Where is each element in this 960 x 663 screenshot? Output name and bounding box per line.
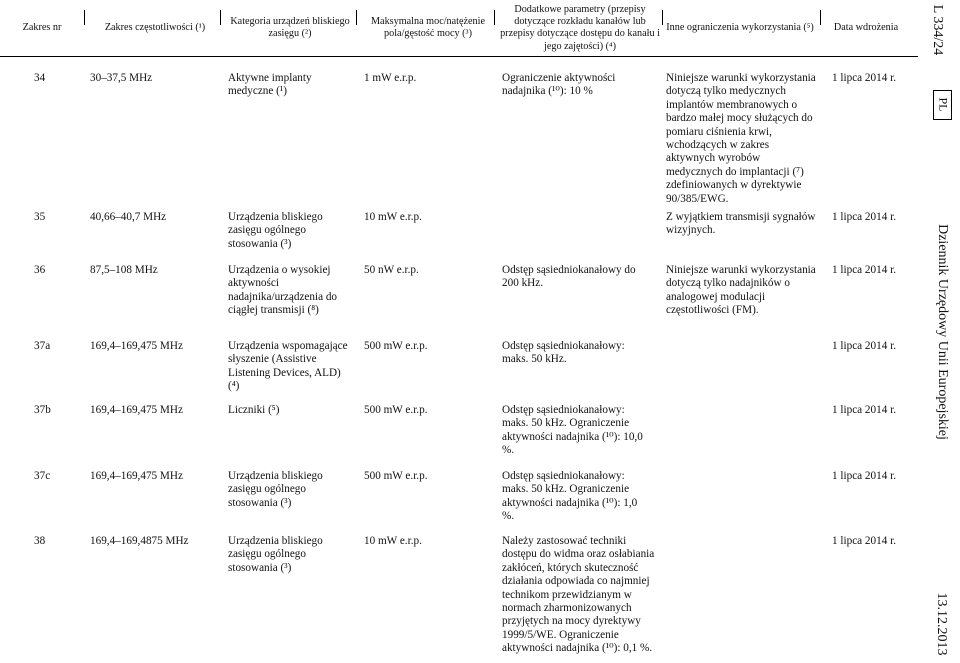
row-params: Odstęp sąsiedniokanałowy: maks. 50 kHz. Ograniczenie aktywności nadajnika (¹⁰): 1,0 %. <box>502 470 638 523</box>
column-separator <box>662 10 663 25</box>
row-date: 1 lipca 2014 r. <box>832 535 897 547</box>
row-date: 1 lipca 2014 r. <box>832 211 897 223</box>
row-frequency: 30–37,5 MHz <box>90 72 153 84</box>
publication-date: 13.12.2013 <box>934 592 949 656</box>
row-power: 500 mW e.r.p. <box>364 340 428 352</box>
header-maksymalna-moc: Maksymalna moc/natężenie pola/gęstość mocy (³) <box>371 16 485 40</box>
journal-title: Dziennik Urzędowy Unii Europejskiej <box>935 224 950 440</box>
row-params: Odstęp sąsiedniokanałowy: maks. 50 kHz. Ograniczenie aktywności nadajnika (¹⁰): 10,0 %. <box>502 404 643 457</box>
header-rule <box>0 56 918 57</box>
row-power: 500 mW e.r.p. <box>364 404 428 416</box>
row-power: 50 nW e.r.p. <box>364 264 419 276</box>
header-zakres-nr: Zakres nr <box>22 22 62 33</box>
language-label: PL <box>936 97 951 112</box>
row-frequency: 169,4–169,475 MHz <box>90 340 183 352</box>
row-power: 500 mW e.r.p. <box>364 470 428 482</box>
row-nr: 37b <box>34 404 51 416</box>
row-params: Odstęp sąsiedniokanałowy do 200 kHz. <box>502 264 636 290</box>
row-category: Liczniki (⁵) <box>228 404 280 416</box>
row-params: Należy zastosować techniki dostępu do widma oraz osłabiania zakłóceń, których skuteczność działania odpowiada co najmniej technikom przewidzianym w normach zharmonizowanych przyjętych na mocy dyrektywy 1999/5/WE. Ograniczenie aktywności nadajnika (¹⁰): 0,1 %. <box>502 535 655 655</box>
header-zakres-czestotliwosci: Zakres częstotliwości (¹) <box>104 22 206 33</box>
header-dodatkowe-parametry: Dodatkowe parametry (przepisy dotyczące rozkładu kanałów lub przepisy dotyczące dostępu do kanału i jego zajętości) (⁴) <box>500 4 660 52</box>
row-category: Aktywne implanty medyczne (¹) <box>228 72 312 98</box>
row-nr: 38 <box>34 535 46 547</box>
column-separator <box>494 10 495 25</box>
column-separator <box>356 10 357 25</box>
row-category: Urządzenia bliskiego zasięgu ogólnego stosowania (³) <box>228 535 323 574</box>
row-other-limits: Niniejsze warunki wykorzystania dotyczą tylko nadajników o analogowej modulacji częstotliwości (FM). <box>666 264 816 317</box>
row-frequency: 169,4–169,475 MHz <box>90 404 183 416</box>
page-number-label: L 334/24 <box>930 4 945 56</box>
row-other-limits: Niniejsze warunki wykorzystania dotyczą tylko medycznych implantów membranowych o bardzo małej mocy służących do pomiaru ciśnienia krwi, wchodzących w zakres aktywnych wyrobów medycznych do implantacji (⁷) zdefiniowanych w dyrektywie 90/385/EWG. <box>666 72 816 205</box>
row-params: Ograniczenie aktywności nadajnika (¹⁰): 10 % <box>502 72 616 98</box>
row-nr: 36 <box>34 264 46 276</box>
row-frequency: 87,5–108 MHz <box>90 264 158 276</box>
row-category: Urządzenia wspomagające słyszenie (Assistive Listening Devices, ALD) (⁴) <box>228 340 348 393</box>
row-frequency: 169,4–169,475 MHz <box>90 470 183 482</box>
row-params: Odstęp sąsiedniokanałowy: maks. 50 kHz. <box>502 340 625 366</box>
row-nr: 35 <box>34 211 46 223</box>
column-separator <box>820 10 821 25</box>
row-frequency: 169,4–169,4875 MHz <box>90 535 189 547</box>
row-power: 1 mW e.r.p. <box>364 72 417 84</box>
column-separator <box>220 10 221 25</box>
column-separator <box>84 10 85 25</box>
header-data-wdrozenia: Data wdrożenia <box>833 22 899 33</box>
row-nr: 37a <box>34 340 51 352</box>
row-date: 1 lipca 2014 r. <box>832 264 897 276</box>
row-power: 10 mW e.r.p. <box>364 211 422 223</box>
row-power: 10 mW e.r.p. <box>364 535 422 547</box>
row-category: Urządzenia bliskiego zasięgu ogólnego stosowania (³) <box>228 470 323 509</box>
row-other-limits: Z wyjątkiem transmisji sygnałów wizyjnych. <box>666 211 816 237</box>
row-date: 1 lipca 2014 r. <box>832 404 897 416</box>
row-date: 1 lipca 2014 r. <box>832 340 897 352</box>
language-badge <box>933 90 952 120</box>
row-nr: 34 <box>34 72 46 84</box>
row-category: Urządzenia o wysokiej aktywności nadajnika/urządzenia do ciągłej transmisji (⁸) <box>228 264 338 317</box>
row-frequency: 40,66–40,7 MHz <box>90 211 167 223</box>
row-category: Urządzenia bliskiego zasięgu ogólnego stosowania (³) <box>228 211 323 250</box>
header-inne-ograniczenia: Inne ograniczenia wykorzystania (⁵) <box>666 22 814 33</box>
row-date: 1 lipca 2014 r. <box>832 470 897 482</box>
row-date: 1 lipca 2014 r. <box>832 72 897 84</box>
row-nr: 37c <box>34 470 51 482</box>
header-kategoria: Kategoria urządzeń bliskiego zasięgu (²) <box>230 16 350 40</box>
